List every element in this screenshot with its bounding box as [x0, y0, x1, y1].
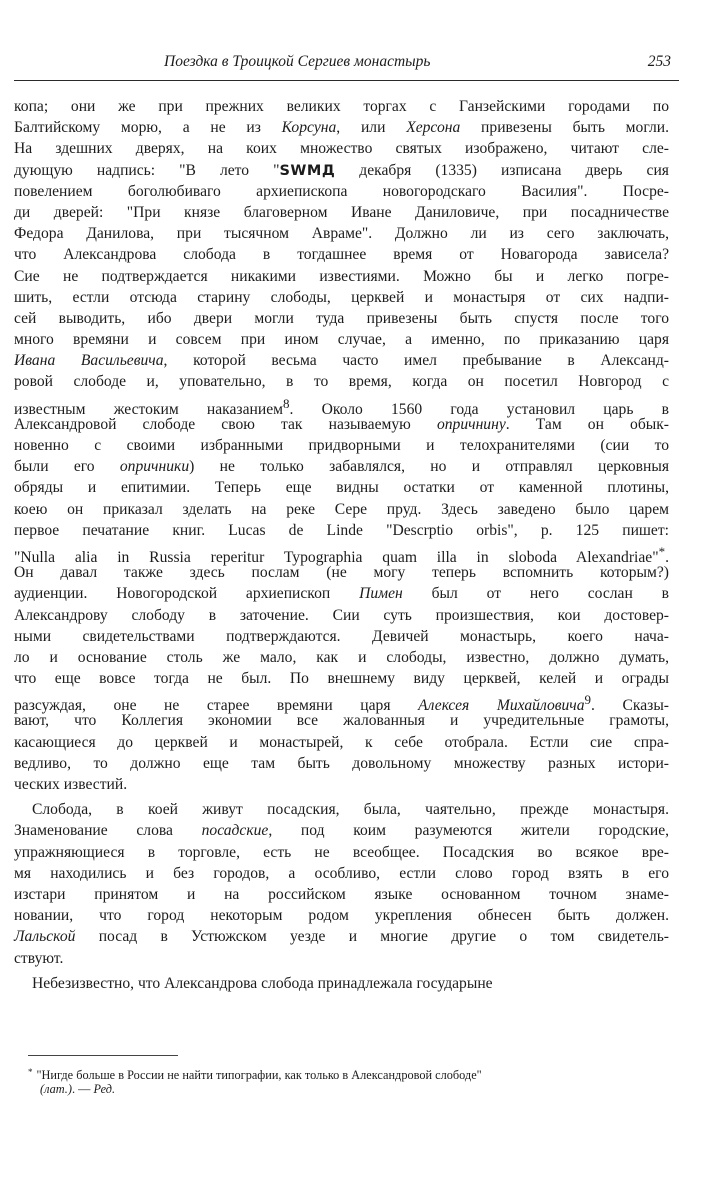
footnote-line: * "Нигде больше в России не найти типографии, как только в Александровой слободе": [28, 1067, 482, 1082]
text-line: вают, что Коллегия экономии все жалованныя и учредительные грамоты,: [14, 712, 669, 730]
text-line: ди дверей: "При князе благоверном Иване Даниловиче, при посадничестве: [14, 203, 669, 221]
text-line: Знаменование слова посадские, под коим разумеются жители городские,: [14, 822, 670, 840]
paragraph-start: Небезизвестно, что Александрова слобода принадлежала государыне: [32, 974, 493, 992]
footnote-ref: *: [658, 543, 666, 559]
text-line: копа; они же при прежних великих торгах с Ганзейскими городами по: [14, 98, 669, 115]
running-header: [14, 44, 679, 81]
text-line: аудиенции. Новогородской архиепископ Пимен был от него сослан в: [14, 585, 669, 603]
old-slavonic-date: SWMД: [279, 162, 336, 179]
text-line: Сие не подтверждается никакими известиями. Можно бы и легко погре-: [14, 267, 669, 285]
footnote-divider: [28, 1055, 178, 1056]
text-line: новании, что город некоторым родом укрепления обнесен быть должен.: [14, 907, 669, 925]
text-line: изстари принятом и на российском языке основанном точном знаме-: [14, 885, 669, 903]
text-line: известным жестоким наказанием$^8$. Около 1560 года установил царь в: [14, 395, 669, 418]
text-line: повелением боголюбиваго архиепископа новогородскаго Василия". Посре-: [14, 182, 669, 200]
text-line: Ивана Васильевича, которой весьма часто имел пребывание в Александ-: [14, 352, 669, 370]
text-line: Александрову слободу в заточение. Сии суть произшествия, кои достовер-: [14, 606, 669, 624]
text-line: сей выводить, ибо двери могли туда привезены быть спустя после того: [14, 309, 669, 327]
text-line: обряды и епитимии. Теперь еще видны остатки от каменной плотины,: [14, 479, 669, 497]
text-line: новенно с своими избранными придворными и телохранителями (сии то: [14, 437, 669, 454]
text-line: ческих известий.: [14, 776, 128, 793]
text-line: Лальской посад в Устюжском уезде и многие другие о том свидетель-: [14, 928, 669, 946]
running-title: Поездка в Троицкой Сергиев монастырь: [164, 53, 431, 70]
body-text: [14, 96, 669, 994]
paragraph-start: Слобода, в коей живут посадския, была, чаятельно, прежде монастыря.: [32, 801, 669, 819]
text-line: дующую надпись: "В лето "SWMД декабря (1335) изписана дверь сия: [14, 161, 669, 179]
text-line: коею он приказал зделать на реке Сере пруд. Здесь заведено было царем: [14, 500, 669, 518]
footnote-marker: *: [28, 1067, 33, 1077]
text-line: разсуждая, оне не старее времяни царя Алексея Михайловича$^9$. Сказы-: [14, 692, 669, 715]
text-line: что еще вовсе тогда не был. По внешнему виду церквей, келей и ограды: [14, 670, 669, 688]
note-ref: 9: [584, 692, 592, 708]
text-line: первое печатание книг. Lucas de Linde "Descrptio orbis", p. 125 пишет:: [14, 521, 669, 539]
text-line: Александровой слободе свою так называемую опричнину. Там он обык-: [14, 415, 670, 433]
text-line: ными свидетельствами подтверждаются. Девичей монастырь, коего нача-: [14, 627, 669, 645]
text-line: касающиеся до церквей и монастырей, к себе отобрала. Естли сие спра-: [14, 733, 669, 751]
text-line: На здешних дверях, на коих множество святых изображено, читают сле-: [14, 140, 669, 158]
footnote-line: (лат.). — Ред.: [40, 1082, 116, 1096]
text-line: ведливо, то должно еще там быть довольному множеству разных истори-: [14, 754, 669, 772]
text-line: ло и основание столь же мало, как и слободы, известно, должно думать,: [14, 648, 669, 666]
text-line: много времяни и совсем при ином случае, а именно, по приказанию царя: [14, 331, 669, 349]
text-line: ствуют.: [14, 949, 64, 967]
footnote: [28, 1064, 673, 1098]
page-number: 253: [647, 53, 671, 70]
note-ref: 8: [283, 395, 290, 411]
text-line: мя находились и без городов, а особливо, естли слово город взять в его: [14, 864, 669, 882]
text-line: что Александрова слобода в тогдашнее время от Новагорода зависела?: [14, 246, 669, 264]
text-line: были его опричники) не только забавлялся, но и отправлял церковныя: [14, 458, 669, 476]
text-line: упражняющиеся в торговле, есть не всеобщее. Посадския во всякое вре-: [14, 843, 669, 861]
text-line: Балтийскому морю, а не из Корсуна, или Херсона привезены быть могли.: [14, 119, 669, 137]
text-line: Федора Данилова, при тысячном Авраме". Должно ли из сего заключать,: [14, 225, 669, 243]
text-line: ровой слободе и, уповательно, в то время, когда он посетил Новгород с: [14, 373, 669, 391]
text-line: Он давал также здесь послам (не могу теперь вспомнить которым?): [14, 564, 669, 582]
text-line: "Nulla alia in Russia reperitur Typographia quam illa in sloboda Alexandriae"*.: [14, 543, 669, 567]
text-line: шить, естли отсюда старину слободы, церквей и монастыря от сих надпи-: [14, 288, 669, 306]
